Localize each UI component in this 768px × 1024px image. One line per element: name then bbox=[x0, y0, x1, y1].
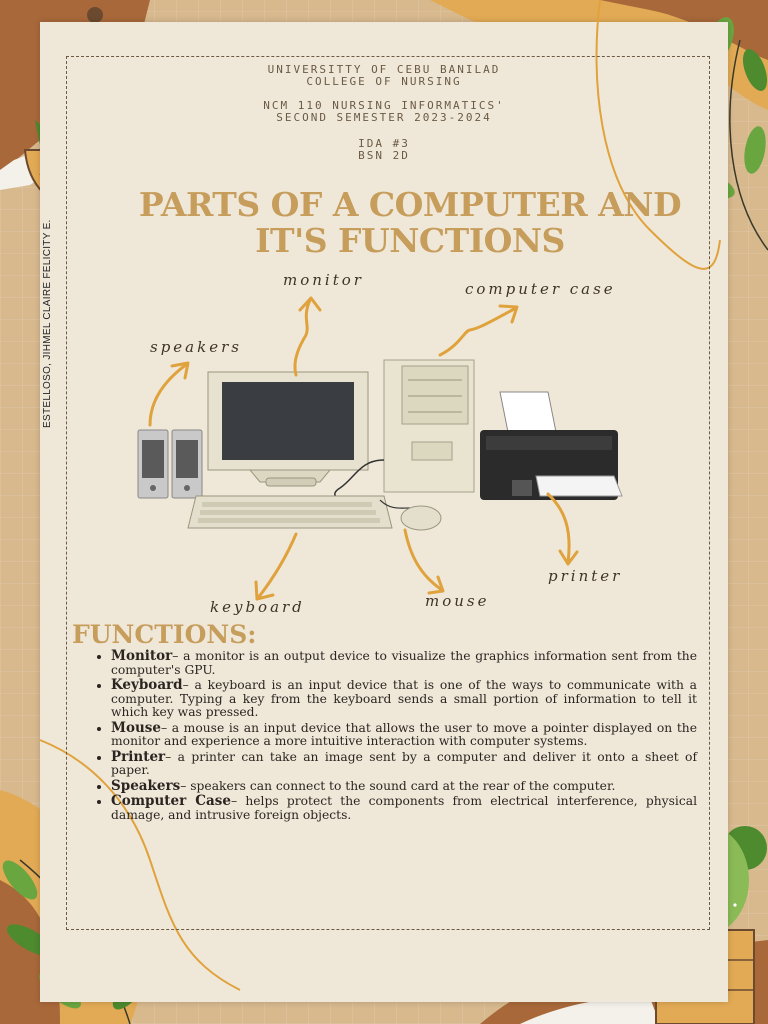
arrow-mouse bbox=[405, 530, 443, 593]
section-name: BSN 2D bbox=[358, 149, 410, 162]
label-monitor: monitor bbox=[283, 271, 364, 289]
functions-list bbox=[96, 650, 697, 824]
label-keyboard: keyboard bbox=[210, 598, 305, 616]
course-name: NCM 110 NURSING INFORMATICS' bbox=[263, 99, 505, 112]
term-speakers: Speakers bbox=[111, 777, 181, 794]
list-item bbox=[111, 777, 697, 794]
arrow-monitor bbox=[295, 298, 320, 375]
page-title-line-2: IT'S FUNCTIONS bbox=[255, 221, 565, 260]
arrow-speakers bbox=[150, 363, 188, 425]
term-monitor: Monitor bbox=[111, 648, 173, 664]
label-mouse: mouse bbox=[425, 592, 490, 610]
university-name: UNIVERSITTY OF CEBU BANILAD bbox=[267, 63, 501, 76]
author-name: ESTELLOSO, JIHMEL CLAIRE FELICITY E. bbox=[42, 219, 53, 428]
term-printer: Printer bbox=[111, 748, 166, 765]
page-title-line-1: PARTS OF A COMPUTER AND bbox=[138, 185, 682, 224]
description-monitor: – a monitor is an output device to visualize the graphics information sent from the computer's GPU. bbox=[111, 649, 697, 677]
label-speakers: speakers bbox=[150, 338, 242, 356]
group-name: IDA #3 bbox=[358, 137, 410, 150]
list-item bbox=[111, 795, 697, 822]
description-mouse: – a mouse is an input device that allows the user to move a pointer displayed on the monitor and experience a more intuitive interaction with computer systems. bbox=[111, 720, 697, 748]
list-item bbox=[111, 650, 697, 677]
college-name: COLLEGE OF NURSING bbox=[306, 75, 462, 88]
description-computer-case: – helps protect the components from electrical interference, physical damage, and intrusive foreign objects. bbox=[111, 794, 698, 822]
list-item bbox=[111, 679, 697, 720]
description-speakers: – speakers can connect to the sound card at the rear of the computer. bbox=[180, 778, 616, 793]
arrow-keyboard bbox=[256, 534, 296, 599]
list-item bbox=[111, 719, 697, 749]
description-keyboard: – a keyboard is an input device that is one of the ways to communicate with a computer. Typing a key from the keyboard sends a small portion of information to tell it which key was pressed. bbox=[111, 678, 697, 719]
label-computer-case: computer case bbox=[465, 280, 616, 298]
arrow-printer bbox=[548, 494, 577, 564]
functions-heading: FUNCTIONS: bbox=[72, 620, 257, 649]
term-keyboard: Keyboard bbox=[111, 677, 183, 693]
term-mouse: Mouse bbox=[111, 719, 161, 736]
term-computer-case: Computer Case bbox=[111, 793, 231, 809]
description-printer: – a printer can take an image sent by a computer and deliver it onto a sheet of paper. bbox=[111, 749, 697, 777]
label-printer: printer bbox=[548, 567, 623, 585]
semester: SECOND SEMESTER 2023-2024 bbox=[276, 111, 492, 124]
list-item bbox=[111, 748, 697, 778]
arrow-computer-case bbox=[440, 306, 517, 355]
